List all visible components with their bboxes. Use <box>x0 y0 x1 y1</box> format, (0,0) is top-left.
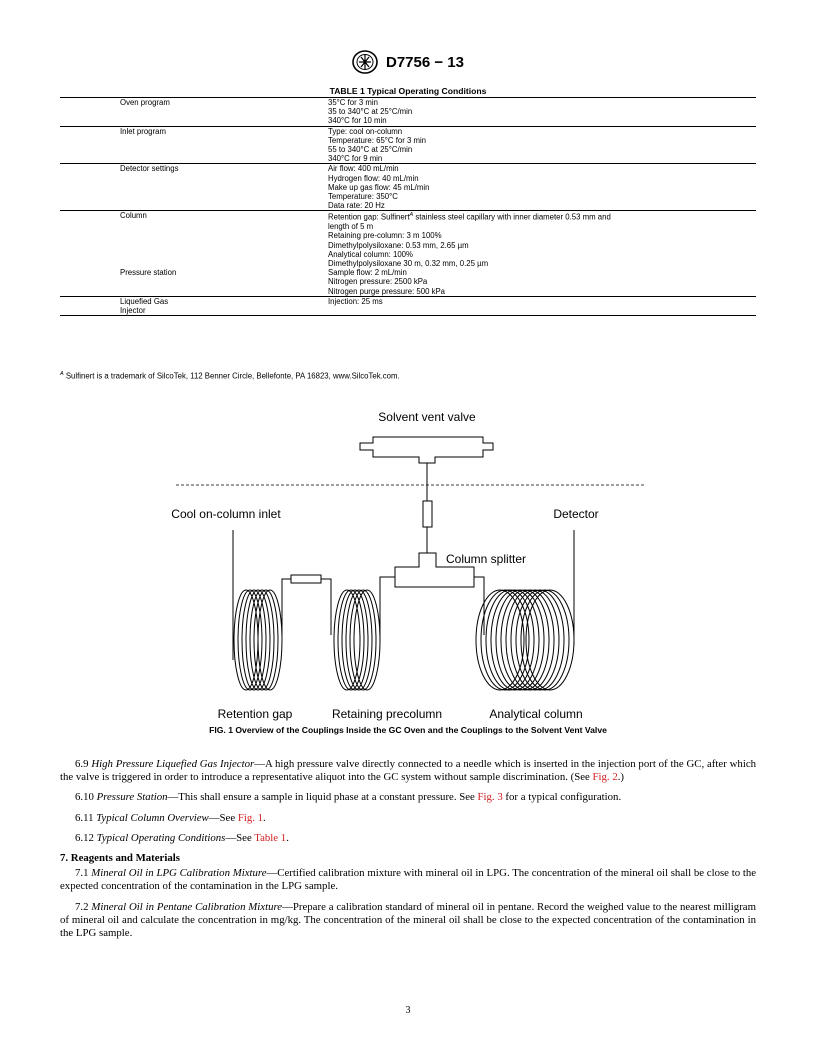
label-detector: Detector <box>553 507 599 521</box>
table-row <box>60 211 756 268</box>
label-retention-gap: Retention gap <box>217 707 293 721</box>
value-cell: Retention gap: Sulfinert$^A$ stainless steel capillary with inner diameter 0.53 mm and length of 5 m Retaining pre-column: 3 m 100% Dimethylpolysiloxane: 0.53 mm, 2.65 µm Analytical column: 100% Dimethylpolysiloxane 30 m, 0.32 mm, 0.25 µm <box>328 211 756 268</box>
label-analytical-column: Analytical column <box>489 707 583 721</box>
page-number: 3 <box>405 1005 411 1016</box>
value-cell: Sample flow: 2 mL/min Nitrogen pressure: 2500 kPa Nitrogen purge pressure: 500 kPa <box>328 268 446 296</box>
table-1-link[interactable]: Table 1 <box>254 831 287 844</box>
table-row <box>60 98 756 127</box>
label-solvent-vent-valve: Solvent vent valve <box>378 410 476 424</box>
precolumn-coil <box>334 590 380 690</box>
gc-oven-diagram <box>0 405 816 723</box>
table-row <box>60 268 756 296</box>
param-cell: Inlet program <box>60 126 328 164</box>
fig-2-link[interactable]: Fig. 2 <box>592 771 618 784</box>
designation: D7756 − 13 <box>386 53 464 71</box>
param-cell: Oven program <box>60 98 328 127</box>
param-cell: Pressure station <box>120 268 177 278</box>
value-cell: Injection: 25 ms <box>328 296 756 315</box>
param-cell: Detector settings <box>60 164 328 211</box>
body-text <box>60 758 756 947</box>
paragraph-6-12: 6.12 Typical Operating Conditions—See Table 1. <box>75 831 289 844</box>
label-precolumn: Retaining precolumn <box>331 707 443 721</box>
table-row <box>60 296 756 315</box>
union-connector <box>291 575 321 583</box>
paragraph-7-1: 7.1 Mineral Oil in LPG Calibration Mixture—Certified calibration mixture with mineral oil in LPG. The concentration of the mineral oil shall be close to the expected concentration of the contamination in the LPG sample. <box>60 867 757 893</box>
table-row <box>60 126 756 164</box>
value-cell: Type: cool on-column Temperature: 65°C for 3 min 55 to 340°C at 25°C/min 340°C for 9 min <box>328 126 756 164</box>
operating-conditions-table <box>60 97 756 316</box>
label-column-splitter: Column splitter <box>446 552 527 566</box>
table-row <box>60 164 756 211</box>
fig-1-link[interactable]: Fig. 1 <box>237 811 264 824</box>
paragraph-6-10: 6.10 Pressure Station—This shall ensure a sample in liquid phase at a constant pressure. See Fig. 3 for a typical configuration. <box>75 791 622 804</box>
value-cell: Air flow: 400 mL/min Hydrogen flow: 40 mL/min Make up gas flow: 45 mL/min Temperature: 350°C Data rate: 20 Hz <box>328 164 756 211</box>
retention-gap-coil <box>234 590 282 690</box>
paragraph-6-9: 6.9 High Pressure Liquefied Gas Injector—A high pressure valve directly connected to a needle which is inserted in the injection port of the GC, after which the valve is triggered in order to introduce a representative aliquot into the GC system without sample discrimination. (See Fig. 2.) <box>60 758 757 784</box>
table-footnote: $^A$ Sulfinert is a trademark of SilcoTek, 112 Benner Circle, Bellefonte, PA 16823, www.SilcoTek.com. <box>60 371 400 381</box>
fig-3-link[interactable]: Fig. 3 <box>477 791 503 804</box>
astm-logo-icon <box>352 50 378 74</box>
param-cell: Column <box>60 211 328 268</box>
value-cell: 35°C for 3 min 35 to 340°C at 25°C/min 340°C for 10 min <box>328 98 756 127</box>
solvent-vent-valve <box>360 437 493 463</box>
paragraph-7-2: 7.2 Mineral Oil in Pentane Calibration Mixture—Prepare a calibration standard of mineral oil in pentane. Record the weighed value to the nearest milligram of mineral oil and calculate the concentration in mg/kg. The concentration of the mineral oil shall be close to the expected concentration of the contamination in the LPG sample. <box>60 900 756 940</box>
figure-caption: FIG. 1 Overview of the Couplings Inside the GC Oven and the Couplings to the Solvent Vent Valve <box>209 725 607 735</box>
analytical-column-coil <box>476 590 574 690</box>
label-inlet: Cool on-column inlet <box>171 507 281 521</box>
section-7-heading: 7. Reagents and Materials <box>60 852 180 865</box>
vent-connector <box>423 501 432 527</box>
table-caption: TABLE 1 Typical Operating Conditions <box>329 86 487 96</box>
param-cell: Liquefied Gas Injector <box>60 296 328 315</box>
page-header <box>0 50 816 74</box>
paragraph-6-11: 6.11 Typical Column Overview—See Fig. 1. <box>75 811 266 824</box>
